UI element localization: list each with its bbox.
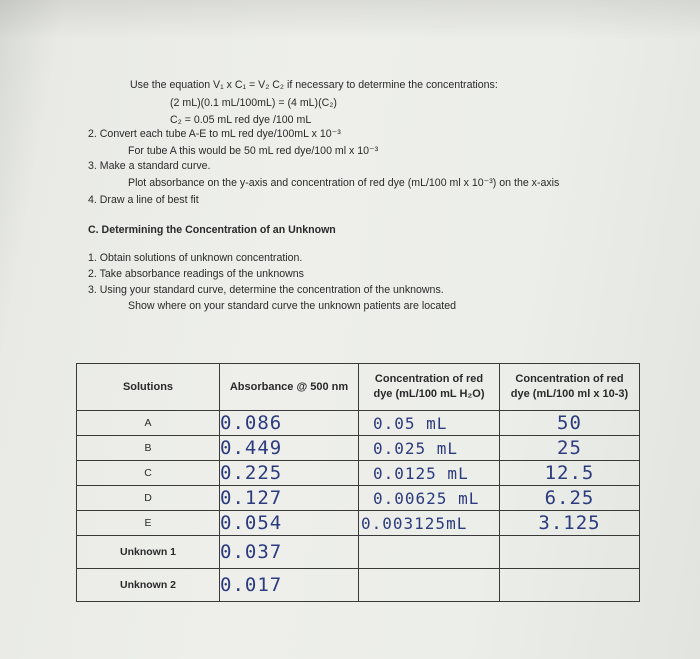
step-4: 4. Draw a line of best fit (88, 194, 199, 206)
header-concentration-line1: Concentration of red (374, 373, 484, 385)
solution-cell: A (77, 411, 220, 436)
table-row (77, 411, 640, 436)
absorbance-cell: 0.127 (220, 486, 359, 511)
step-3-detail: Plot absorbance on the y-axis and concentration of red dye (mL/100 ml x 10⁻³) on the x-axis (128, 177, 560, 189)
header-solutions: Solutions (77, 364, 220, 411)
concentration-scaled-cell: 6.25 (500, 486, 640, 511)
section-c-item-3: 3. Using your standard curve, determine the concentration of the unknowns. (88, 284, 444, 296)
absorbance-cell: 0.037 (220, 536, 359, 569)
concentration-scaled-cell (500, 569, 640, 602)
header-concentration-scaled-line1: Concentration of red (515, 373, 624, 385)
concentration-cell: 0.003125mL (359, 511, 500, 536)
table-row (77, 569, 640, 602)
solution-cell: C (77, 461, 220, 486)
step-2-detail: For tube A this would be 50 mL red dye/100 ml x 10⁻³ (128, 145, 379, 157)
step-3: 3. Make a standard curve. (88, 160, 211, 172)
concentration-cell (359, 569, 500, 602)
page-shadow (0, 0, 700, 40)
header-concentration-line2: dye (mL/100 mL H₂O) (373, 388, 485, 400)
absorbance-cell: 0.054 (220, 511, 359, 536)
concentration-cell: 0.05 mL (359, 411, 500, 436)
table-row (77, 486, 640, 511)
concentration-cell: 0.0125 mL (359, 461, 500, 486)
table-row (77, 511, 640, 536)
concentration-scaled-cell (500, 536, 640, 569)
instruction-equation-result: C₂ = 0.05 mL red dye /100 mL (170, 114, 312, 126)
solution-cell: D (77, 486, 220, 511)
instruction-equation: Use the equation V₁ x C₁ = V₂ C₂ if necessary to determine the concentrations: (130, 79, 498, 91)
header-concentration-scaled-line2: dye (mL/100 ml x 10-3) (510, 388, 629, 400)
table-header-row (77, 364, 640, 411)
instruction-equation-example: (2 mL)(0.1 mL/100mL) = (4 mL)(C₂) (170, 97, 337, 109)
step-2: 2. Convert each tube A-E to mL red dye/100mL x 10⁻³ (88, 128, 341, 140)
header-concentration-scaled (500, 364, 640, 411)
concentration-scaled-cell: 50 (500, 411, 640, 436)
table-row (77, 436, 640, 461)
concentration-cell: 0.025 mL (359, 436, 500, 461)
concentration-scaled-cell: 3.125 (500, 511, 640, 536)
absorbance-cell: 0.086 (220, 411, 359, 436)
solution-cell: B (77, 436, 220, 461)
section-c-item-2: 2. Take absorbance readings of the unknowns (88, 268, 304, 280)
section-c-item-1: 1. Obtain solutions of unknown concentration. (88, 252, 303, 264)
solution-cell: Unknown 1 (77, 536, 220, 569)
absorbance-cell: 0.225 (220, 461, 359, 486)
solution-cell: E (77, 511, 220, 536)
section-c-heading: C. Determining the Concentration of an Unknown (88, 224, 336, 236)
concentration-cell: 0.00625 mL (359, 486, 500, 511)
table-row (77, 461, 640, 486)
table-row (77, 536, 640, 569)
header-absorbance: Absorbance @ 500 nm (220, 364, 359, 411)
header-concentration (359, 364, 500, 411)
absorbance-cell: 0.017 (220, 569, 359, 602)
section-c-item-3-detail: Show where on your standard curve the unknown patients are located (128, 300, 457, 312)
solution-cell: Unknown 2 (77, 569, 220, 602)
data-table (76, 363, 640, 602)
concentration-scaled-cell: 12.5 (500, 461, 640, 486)
concentration-scaled-cell: 25 (500, 436, 640, 461)
absorbance-cell: 0.449 (220, 436, 359, 461)
concentration-cell (359, 536, 500, 569)
